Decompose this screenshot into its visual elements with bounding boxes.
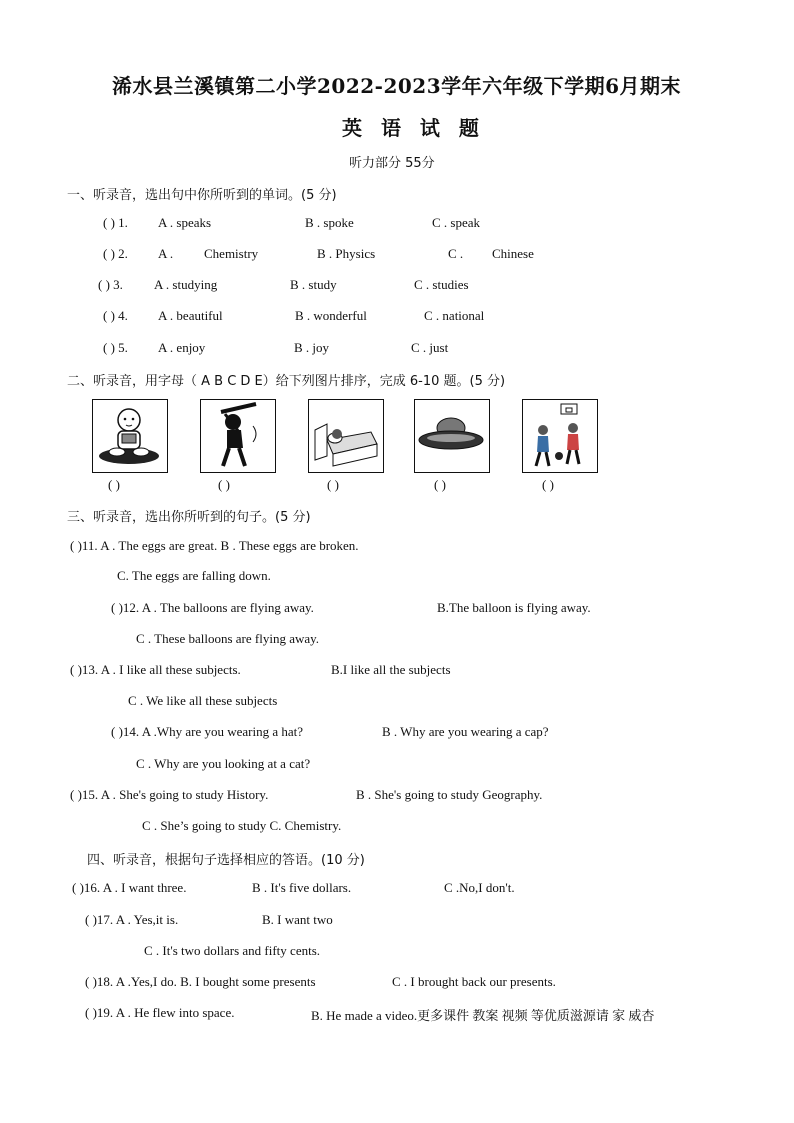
- q11-option-c[interactable]: C. The eggs are falling down.: [117, 568, 271, 583]
- q16-option-b[interactable]: B . It's five dollars.: [252, 880, 352, 895]
- q4-option-a[interactable]: A . beautiful: [158, 308, 223, 323]
- q2-option-a-word: Chemistry: [204, 246, 259, 261]
- q19-option-b[interactable]: B. He made a video.更多课件 教案 视频 等优质滋源请 家 威杏: [311, 1008, 655, 1023]
- q18-line[interactable]: ( )18. A .Yes,I do. B. I bought some presents: [85, 974, 316, 989]
- section4-heading: 四、听录音，根据句子选择相应的答语。(10 分): [87, 853, 365, 868]
- q3-number[interactable]: ( ) 3.: [98, 277, 123, 292]
- q2-option-b[interactable]: B . Physics: [317, 246, 376, 261]
- baby-reading-icon: [93, 400, 166, 471]
- q18-option-c[interactable]: C . I brought back our presents.: [392, 974, 556, 989]
- q2-option-c-word: Chinese: [492, 246, 534, 261]
- section3-heading: 三、听录音，选出你所听到的句子。(5 分): [67, 510, 311, 525]
- picture-2-answer-blank[interactable]: ( ): [218, 477, 230, 492]
- q1-option-a[interactable]: A . speaks: [158, 215, 212, 230]
- q14-line[interactable]: ( )14. A .Why are you wearing a hat?: [111, 724, 304, 739]
- document-subtitle: 英 语 试 题: [342, 116, 485, 140]
- q1-option-c[interactable]: C . speak: [432, 215, 481, 230]
- q17-option-b[interactable]: B. I want two: [262, 912, 333, 927]
- q11-line[interactable]: ( )11. A . The eggs are great. B . These eggs are broken.: [70, 538, 359, 553]
- picture-1: [92, 399, 168, 473]
- q17-option-c[interactable]: C . It's two dollars and fifty cents.: [144, 943, 321, 958]
- q4-option-c[interactable]: C . national: [424, 308, 485, 323]
- q13-option-b[interactable]: B.I like all the subjects: [331, 662, 451, 677]
- picture-3-answer-blank[interactable]: ( ): [327, 477, 339, 492]
- q14-option-b[interactable]: B . Why are you wearing a cap?: [382, 724, 549, 739]
- q16-line[interactable]: ( )16. A . I want three.: [72, 880, 187, 895]
- q12-line[interactable]: ( )12. A . The balloons are flying away.: [111, 600, 314, 615]
- q13-option-c[interactable]: C . We like all these subjects: [128, 693, 278, 708]
- q2-option-a[interactable]: A .: [158, 246, 174, 261]
- q2-option-c[interactable]: C .: [448, 246, 464, 261]
- q17-line[interactable]: ( )17. A . Yes,it is.: [85, 912, 179, 927]
- q15-option-b[interactable]: B . She's going to study Geography.: [356, 787, 543, 802]
- q12-option-b[interactable]: B.The balloon is flying away.: [437, 600, 591, 615]
- q16-option-c[interactable]: C .No,I don't.: [444, 880, 515, 895]
- picture-1-answer-blank[interactable]: ( ): [108, 477, 120, 492]
- q5-option-c[interactable]: C . just: [411, 340, 449, 355]
- q19-line[interactable]: ( )19. A . He flew into space.: [85, 1005, 235, 1020]
- q5-option-b[interactable]: B . joy: [294, 340, 330, 355]
- q5-option-a[interactable]: A . enjoy: [158, 340, 206, 355]
- q14-option-c[interactable]: C . Why are you looking at a cat?: [136, 756, 311, 771]
- picture-5-answer-blank[interactable]: ( ): [542, 477, 554, 492]
- ufo-icon: [415, 400, 488, 471]
- q3-option-b[interactable]: B . study: [290, 277, 337, 292]
- listening-part-label: 听力部分 55分: [349, 156, 435, 171]
- q3-option-c[interactable]: C . studies: [414, 277, 469, 292]
- picture-2: [200, 399, 276, 473]
- document-title: 浠水县兰溪镇第二小学2022-2023学年六年级下学期6月期末: [112, 74, 682, 98]
- q1-option-b[interactable]: B . spoke: [305, 215, 354, 230]
- section2-heading: 二、听录音，用字母（ A B C D E）给下列图片排序，完成 6-10 题。(5 分): [67, 374, 506, 389]
- q15-line[interactable]: ( )15. A . She's going to study History.: [70, 787, 269, 802]
- q5-number[interactable]: ( ) 5.: [103, 340, 128, 355]
- q4-option-b[interactable]: B . wonderful: [295, 308, 367, 323]
- boy-playing-baseball-icon: [201, 400, 274, 471]
- picture-4: [414, 399, 490, 473]
- q15-option-c[interactable]: C . She’s going to study C. Chemistry.: [142, 818, 342, 833]
- picture-3: [308, 399, 384, 473]
- q4-number[interactable]: ( ) 4.: [103, 308, 128, 323]
- q2-number[interactable]: ( ) 2.: [103, 246, 128, 261]
- q1-number[interactable]: ( ) 1.: [103, 215, 128, 230]
- q3-option-a[interactable]: A . studying: [154, 277, 218, 292]
- kids-playing-basketball-icon: [523, 400, 596, 471]
- q12-option-c[interactable]: C . These balloons are flying away.: [136, 631, 320, 646]
- picture-5: [522, 399, 598, 473]
- boy-sleeping-in-bed-icon: [309, 400, 382, 471]
- q13-line[interactable]: ( )13. A . I like all these subjects.: [70, 662, 241, 677]
- section1-heading: 一、听录音，选出句中你所听到的单词。(5 分): [67, 188, 337, 203]
- picture-4-answer-blank[interactable]: ( ): [434, 477, 446, 492]
